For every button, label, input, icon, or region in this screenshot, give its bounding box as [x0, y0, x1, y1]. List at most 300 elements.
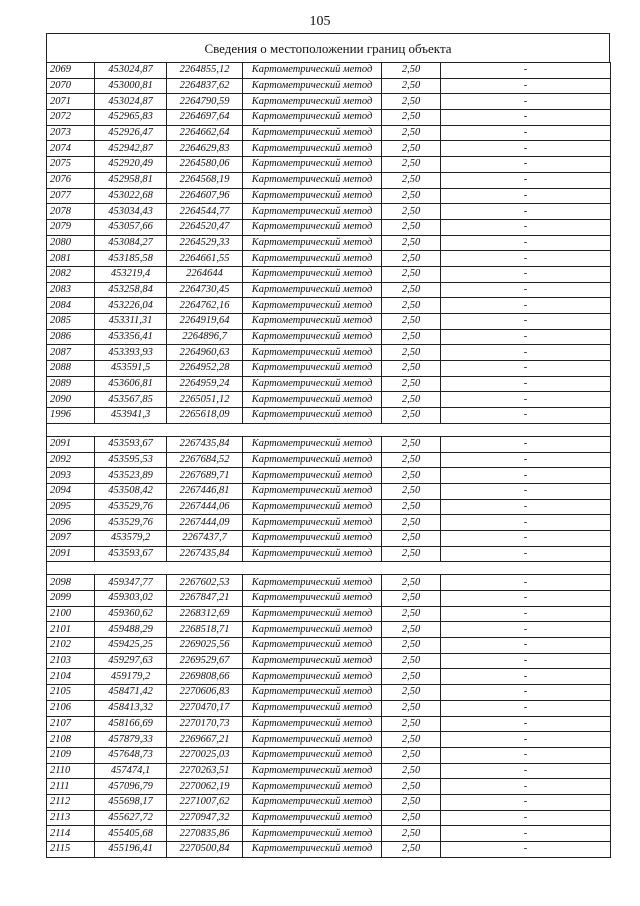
- method-cell: Картометрический метод: [243, 591, 382, 607]
- point-number: 2074: [47, 141, 95, 157]
- description-cell: -: [441, 575, 611, 591]
- y-coordinate: 2267435,84: [167, 546, 243, 562]
- table-row: [47, 452, 611, 468]
- method-cell: Картометрический метод: [243, 94, 382, 110]
- description-cell: -: [441, 141, 611, 157]
- x-coordinate: 453579,2: [95, 530, 167, 546]
- point-number: 2113: [47, 810, 95, 826]
- y-coordinate: 2264952,28: [167, 361, 243, 377]
- method-cell: Картометрический метод: [243, 204, 382, 220]
- description-cell: -: [441, 591, 611, 607]
- method-cell: Картометрический метод: [243, 483, 382, 499]
- y-coordinate: 2264520,47: [167, 219, 243, 235]
- description-cell: -: [441, 392, 611, 408]
- table-row: [47, 436, 611, 452]
- y-coordinate: 2264959,24: [167, 376, 243, 392]
- accuracy-cell: 2,50: [382, 376, 441, 392]
- point-number: 2096: [47, 515, 95, 531]
- point-number: 2075: [47, 157, 95, 173]
- x-coordinate: 452926,47: [95, 125, 167, 141]
- accuracy-cell: 2,50: [382, 314, 441, 330]
- accuracy-cell: 2,50: [382, 842, 441, 858]
- x-coordinate: 453057,66: [95, 219, 167, 235]
- accuracy-cell: 2,50: [382, 219, 441, 235]
- point-number: 2111: [47, 779, 95, 795]
- accuracy-cell: 2,50: [382, 747, 441, 763]
- x-coordinate: 453593,67: [95, 436, 167, 452]
- description-cell: -: [441, 622, 611, 638]
- table-row: [47, 188, 611, 204]
- table-row: [47, 266, 611, 282]
- accuracy-cell: 2,50: [382, 669, 441, 685]
- point-number: 2112: [47, 794, 95, 810]
- table-row: [47, 685, 611, 701]
- y-coordinate: 2270500,84: [167, 842, 243, 858]
- point-number: 2115: [47, 842, 95, 858]
- x-coordinate: 458471,42: [95, 685, 167, 701]
- method-cell: Картометрический метод: [243, 606, 382, 622]
- group-separator: [47, 423, 611, 436]
- point-number: 2104: [47, 669, 95, 685]
- table-row: [47, 468, 611, 484]
- method-cell: Картометрический метод: [243, 298, 382, 314]
- table-row: [47, 376, 611, 392]
- description-cell: -: [441, 606, 611, 622]
- accuracy-cell: 2,50: [382, 468, 441, 484]
- point-number: 2106: [47, 700, 95, 716]
- table-row: [47, 716, 611, 732]
- method-cell: Картометрический метод: [243, 329, 382, 345]
- table-row: [47, 810, 611, 826]
- y-coordinate: 2267444,09: [167, 515, 243, 531]
- y-coordinate: 2264855,12: [167, 63, 243, 79]
- accuracy-cell: 2,50: [382, 329, 441, 345]
- point-number: 2100: [47, 606, 95, 622]
- y-coordinate: 2267435,84: [167, 436, 243, 452]
- point-number: 2081: [47, 251, 95, 267]
- point-number: 2102: [47, 638, 95, 654]
- point-number: 2084: [47, 298, 95, 314]
- accuracy-cell: 2,50: [382, 251, 441, 267]
- method-cell: Картометрический метод: [243, 669, 382, 685]
- point-number: 2114: [47, 826, 95, 842]
- accuracy-cell: 2,50: [382, 172, 441, 188]
- table-row: [47, 172, 611, 188]
- x-coordinate: 457096,79: [95, 779, 167, 795]
- point-number: 2083: [47, 282, 95, 298]
- description-cell: -: [441, 204, 611, 220]
- description-cell: -: [441, 842, 611, 858]
- description-cell: -: [441, 436, 611, 452]
- description-cell: -: [441, 794, 611, 810]
- description-cell: -: [441, 94, 611, 110]
- method-cell: Картометрический метод: [243, 125, 382, 141]
- y-coordinate: 2264661,55: [167, 251, 243, 267]
- accuracy-cell: 2,50: [382, 638, 441, 654]
- x-coordinate: 453593,67: [95, 546, 167, 562]
- y-coordinate: 2264762,16: [167, 298, 243, 314]
- y-coordinate: 2270470,17: [167, 700, 243, 716]
- table-row: [47, 483, 611, 499]
- description-cell: -: [441, 716, 611, 732]
- point-number: 2072: [47, 110, 95, 126]
- y-coordinate: 2269667,21: [167, 732, 243, 748]
- point-number: 2089: [47, 376, 95, 392]
- point-number: 2092: [47, 452, 95, 468]
- accuracy-cell: 2,50: [382, 685, 441, 701]
- x-coordinate: 453311,31: [95, 314, 167, 330]
- point-number: 2097: [47, 530, 95, 546]
- x-coordinate: 453508,42: [95, 483, 167, 499]
- point-number: 2082: [47, 266, 95, 282]
- table-row: [47, 794, 611, 810]
- description-cell: -: [441, 314, 611, 330]
- group-separator: [47, 562, 611, 575]
- y-coordinate: 2264730,45: [167, 282, 243, 298]
- y-coordinate: 2264629,83: [167, 141, 243, 157]
- accuracy-cell: 2,50: [382, 235, 441, 251]
- x-coordinate: 453024,87: [95, 94, 167, 110]
- x-coordinate: 458413,32: [95, 700, 167, 716]
- accuracy-cell: 2,50: [382, 266, 441, 282]
- y-coordinate: 2264529,33: [167, 235, 243, 251]
- point-number: 2073: [47, 125, 95, 141]
- x-coordinate: 453591,5: [95, 361, 167, 377]
- description-cell: -: [441, 345, 611, 361]
- table-row: [47, 515, 611, 531]
- table-row: [47, 329, 611, 345]
- method-cell: Картометрический метод: [243, 408, 382, 424]
- method-cell: Картометрический метод: [243, 235, 382, 251]
- accuracy-cell: 2,50: [382, 653, 441, 669]
- y-coordinate: 2270263,51: [167, 763, 243, 779]
- accuracy-cell: 2,50: [382, 298, 441, 314]
- method-cell: Картометрический метод: [243, 314, 382, 330]
- table-row: [47, 94, 611, 110]
- table-row: [47, 732, 611, 748]
- x-coordinate: 457474,1: [95, 763, 167, 779]
- method-cell: Картометрический метод: [243, 499, 382, 515]
- x-coordinate: 459360,62: [95, 606, 167, 622]
- x-coordinate: 453393,93: [95, 345, 167, 361]
- table-caption: Сведения о местоположении границ объекта: [46, 33, 610, 62]
- description-cell: -: [441, 172, 611, 188]
- table-row: [47, 282, 611, 298]
- y-coordinate: 2269808,66: [167, 669, 243, 685]
- description-cell: -: [441, 329, 611, 345]
- description-cell: -: [441, 468, 611, 484]
- x-coordinate: 452942,87: [95, 141, 167, 157]
- table-row: [47, 842, 611, 858]
- x-coordinate: 453024,87: [95, 63, 167, 79]
- accuracy-cell: 2,50: [382, 157, 441, 173]
- accuracy-cell: 2,50: [382, 826, 441, 842]
- x-coordinate: 453606,81: [95, 376, 167, 392]
- table-row: [47, 747, 611, 763]
- y-coordinate: 2267446,81: [167, 483, 243, 499]
- table-row: [47, 700, 611, 716]
- description-cell: -: [441, 298, 611, 314]
- method-cell: Картометрический метод: [243, 251, 382, 267]
- accuracy-cell: 2,50: [382, 591, 441, 607]
- accuracy-cell: 2,50: [382, 110, 441, 126]
- accuracy-cell: 2,50: [382, 361, 441, 377]
- x-coordinate: 453219,4: [95, 266, 167, 282]
- y-coordinate: 2264568,19: [167, 172, 243, 188]
- y-coordinate: 2264837,62: [167, 78, 243, 94]
- method-cell: Картометрический метод: [243, 810, 382, 826]
- point-number: 2105: [47, 685, 95, 701]
- method-cell: Картометрический метод: [243, 157, 382, 173]
- accuracy-cell: 2,50: [382, 483, 441, 499]
- method-cell: Картометрический метод: [243, 763, 382, 779]
- x-coordinate: 459303,02: [95, 591, 167, 607]
- y-coordinate: 2267847,21: [167, 591, 243, 607]
- description-cell: -: [441, 235, 611, 251]
- description-cell: -: [441, 63, 611, 79]
- separator-cell: [382, 423, 441, 436]
- y-coordinate: 2264544,77: [167, 204, 243, 220]
- x-coordinate: 459347,77: [95, 575, 167, 591]
- separator-cell: [167, 562, 243, 575]
- y-coordinate: 2264580,06: [167, 157, 243, 173]
- accuracy-cell: 2,50: [382, 282, 441, 298]
- x-coordinate: 459425,25: [95, 638, 167, 654]
- y-coordinate: 2269529,67: [167, 653, 243, 669]
- description-cell: -: [441, 700, 611, 716]
- separator-cell: [243, 423, 382, 436]
- description-cell: -: [441, 251, 611, 267]
- y-coordinate: 2264607,96: [167, 188, 243, 204]
- point-number: 2098: [47, 575, 95, 591]
- y-coordinate: 2271007,62: [167, 794, 243, 810]
- description-cell: -: [441, 530, 611, 546]
- table-row: [47, 204, 611, 220]
- method-cell: Картометрический метод: [243, 622, 382, 638]
- accuracy-cell: 2,50: [382, 141, 441, 157]
- accuracy-cell: 2,50: [382, 546, 441, 562]
- method-cell: Картометрический метод: [243, 436, 382, 452]
- description-cell: -: [441, 763, 611, 779]
- separator-cell: [441, 562, 611, 575]
- method-cell: Картометрический метод: [243, 345, 382, 361]
- y-coordinate: 2268312,69: [167, 606, 243, 622]
- method-cell: Картометрический метод: [243, 361, 382, 377]
- method-cell: Картометрический метод: [243, 78, 382, 94]
- point-number: 2070: [47, 78, 95, 94]
- description-cell: -: [441, 282, 611, 298]
- description-cell: -: [441, 638, 611, 654]
- description-cell: -: [441, 810, 611, 826]
- y-coordinate: 2264644: [167, 266, 243, 282]
- x-coordinate: 453022,68: [95, 188, 167, 204]
- table-row: [47, 157, 611, 173]
- separator-cell: [95, 562, 167, 575]
- table-row: [47, 251, 611, 267]
- point-number: 2110: [47, 763, 95, 779]
- separator-cell: [47, 562, 95, 575]
- method-cell: Картометрический метод: [243, 826, 382, 842]
- y-coordinate: 2267444,06: [167, 499, 243, 515]
- point-number: 2108: [47, 732, 95, 748]
- table-row: [47, 669, 611, 685]
- y-coordinate: 2267602,53: [167, 575, 243, 591]
- table-row: [47, 63, 611, 79]
- y-coordinate: 2265618,09: [167, 408, 243, 424]
- point-number: 2101: [47, 622, 95, 638]
- y-coordinate: 2264960,63: [167, 345, 243, 361]
- description-cell: -: [441, 669, 611, 685]
- point-number: 2088: [47, 361, 95, 377]
- y-coordinate: 2268518,71: [167, 622, 243, 638]
- x-coordinate: 455196,41: [95, 842, 167, 858]
- method-cell: Картометрический метод: [243, 110, 382, 126]
- x-coordinate: 453034,43: [95, 204, 167, 220]
- accuracy-cell: 2,50: [382, 794, 441, 810]
- x-coordinate: 453941,3: [95, 408, 167, 424]
- x-coordinate: 453356,41: [95, 329, 167, 345]
- accuracy-cell: 2,50: [382, 63, 441, 79]
- point-number: 2090: [47, 392, 95, 408]
- description-cell: -: [441, 110, 611, 126]
- accuracy-cell: 2,50: [382, 810, 441, 826]
- point-number: 2095: [47, 499, 95, 515]
- point-number: 1996: [47, 408, 95, 424]
- table-row: [47, 314, 611, 330]
- point-number: 2091: [47, 436, 95, 452]
- method-cell: Картометрический метод: [243, 376, 382, 392]
- description-cell: -: [441, 826, 611, 842]
- x-coordinate: 452958,81: [95, 172, 167, 188]
- point-number: 2071: [47, 94, 95, 110]
- method-cell: Картометрический метод: [243, 732, 382, 748]
- accuracy-cell: 2,50: [382, 204, 441, 220]
- description-cell: -: [441, 779, 611, 795]
- x-coordinate: 453529,76: [95, 499, 167, 515]
- description-cell: -: [441, 653, 611, 669]
- method-cell: Картометрический метод: [243, 515, 382, 531]
- point-number: 2080: [47, 235, 95, 251]
- method-cell: Картометрический метод: [243, 747, 382, 763]
- accuracy-cell: 2,50: [382, 779, 441, 795]
- table-row: [47, 638, 611, 654]
- table-row: [47, 110, 611, 126]
- point-number: 2091: [47, 546, 95, 562]
- separator-cell: [243, 562, 382, 575]
- method-cell: Картометрический метод: [243, 700, 382, 716]
- separator-cell: [47, 423, 95, 436]
- point-number: 2077: [47, 188, 95, 204]
- accuracy-cell: 2,50: [382, 408, 441, 424]
- accuracy-cell: 2,50: [382, 716, 441, 732]
- description-cell: -: [441, 157, 611, 173]
- table-row: [47, 779, 611, 795]
- accuracy-cell: 2,50: [382, 530, 441, 546]
- point-number: 2093: [47, 468, 95, 484]
- accuracy-cell: 2,50: [382, 622, 441, 638]
- description-cell: -: [441, 452, 611, 468]
- description-cell: -: [441, 219, 611, 235]
- separator-cell: [167, 423, 243, 436]
- accuracy-cell: 2,50: [382, 188, 441, 204]
- accuracy-cell: 2,50: [382, 499, 441, 515]
- point-number: 2079: [47, 219, 95, 235]
- method-cell: Картометрический метод: [243, 685, 382, 701]
- x-coordinate: 453084,27: [95, 235, 167, 251]
- method-cell: Картометрический метод: [243, 530, 382, 546]
- method-cell: Картометрический метод: [243, 219, 382, 235]
- table-row: [47, 546, 611, 562]
- y-coordinate: 2270170,73: [167, 716, 243, 732]
- description-cell: -: [441, 266, 611, 282]
- separator-cell: [441, 423, 611, 436]
- table-row: [47, 622, 611, 638]
- method-cell: Картометрический метод: [243, 779, 382, 795]
- x-coordinate: 453523,89: [95, 468, 167, 484]
- description-cell: -: [441, 408, 611, 424]
- description-cell: -: [441, 188, 611, 204]
- separator-cell: [95, 423, 167, 436]
- coordinates-table: [46, 62, 611, 858]
- table-row: [47, 653, 611, 669]
- y-coordinate: 2265051,12: [167, 392, 243, 408]
- point-number: 2078: [47, 204, 95, 220]
- accuracy-cell: 2,50: [382, 125, 441, 141]
- method-cell: Картометрический метод: [243, 546, 382, 562]
- table-row: [47, 408, 611, 424]
- x-coordinate: 455627,72: [95, 810, 167, 826]
- y-coordinate: 2270947,32: [167, 810, 243, 826]
- method-cell: Картометрический метод: [243, 716, 382, 732]
- accuracy-cell: 2,50: [382, 436, 441, 452]
- point-number: 2076: [47, 172, 95, 188]
- description-cell: -: [441, 685, 611, 701]
- table-row: [47, 125, 611, 141]
- point-number: 2107: [47, 716, 95, 732]
- x-coordinate: 459488,29: [95, 622, 167, 638]
- method-cell: Картометрический метод: [243, 842, 382, 858]
- table-row: [47, 530, 611, 546]
- accuracy-cell: 2,50: [382, 732, 441, 748]
- method-cell: Картометрический метод: [243, 638, 382, 654]
- separator-cell: [382, 562, 441, 575]
- method-cell: Картометрический метод: [243, 392, 382, 408]
- accuracy-cell: 2,50: [382, 515, 441, 531]
- x-coordinate: 453529,76: [95, 515, 167, 531]
- method-cell: Картометрический метод: [243, 468, 382, 484]
- point-number: 2094: [47, 483, 95, 499]
- x-coordinate: 453595,53: [95, 452, 167, 468]
- x-coordinate: 457879,33: [95, 732, 167, 748]
- description-cell: -: [441, 376, 611, 392]
- accuracy-cell: 2,50: [382, 392, 441, 408]
- x-coordinate: 453226,04: [95, 298, 167, 314]
- table-row: [47, 499, 611, 515]
- y-coordinate: 2269025,56: [167, 638, 243, 654]
- y-coordinate: 2270835,86: [167, 826, 243, 842]
- description-cell: -: [441, 747, 611, 763]
- description-cell: -: [441, 483, 611, 499]
- y-coordinate: 2270025,03: [167, 747, 243, 763]
- table-row: [47, 141, 611, 157]
- method-cell: Картометрический метод: [243, 653, 382, 669]
- table-row: [47, 392, 611, 408]
- accuracy-cell: 2,50: [382, 763, 441, 779]
- method-cell: Картометрический метод: [243, 452, 382, 468]
- accuracy-cell: 2,50: [382, 78, 441, 94]
- description-cell: -: [441, 732, 611, 748]
- x-coordinate: 455698,17: [95, 794, 167, 810]
